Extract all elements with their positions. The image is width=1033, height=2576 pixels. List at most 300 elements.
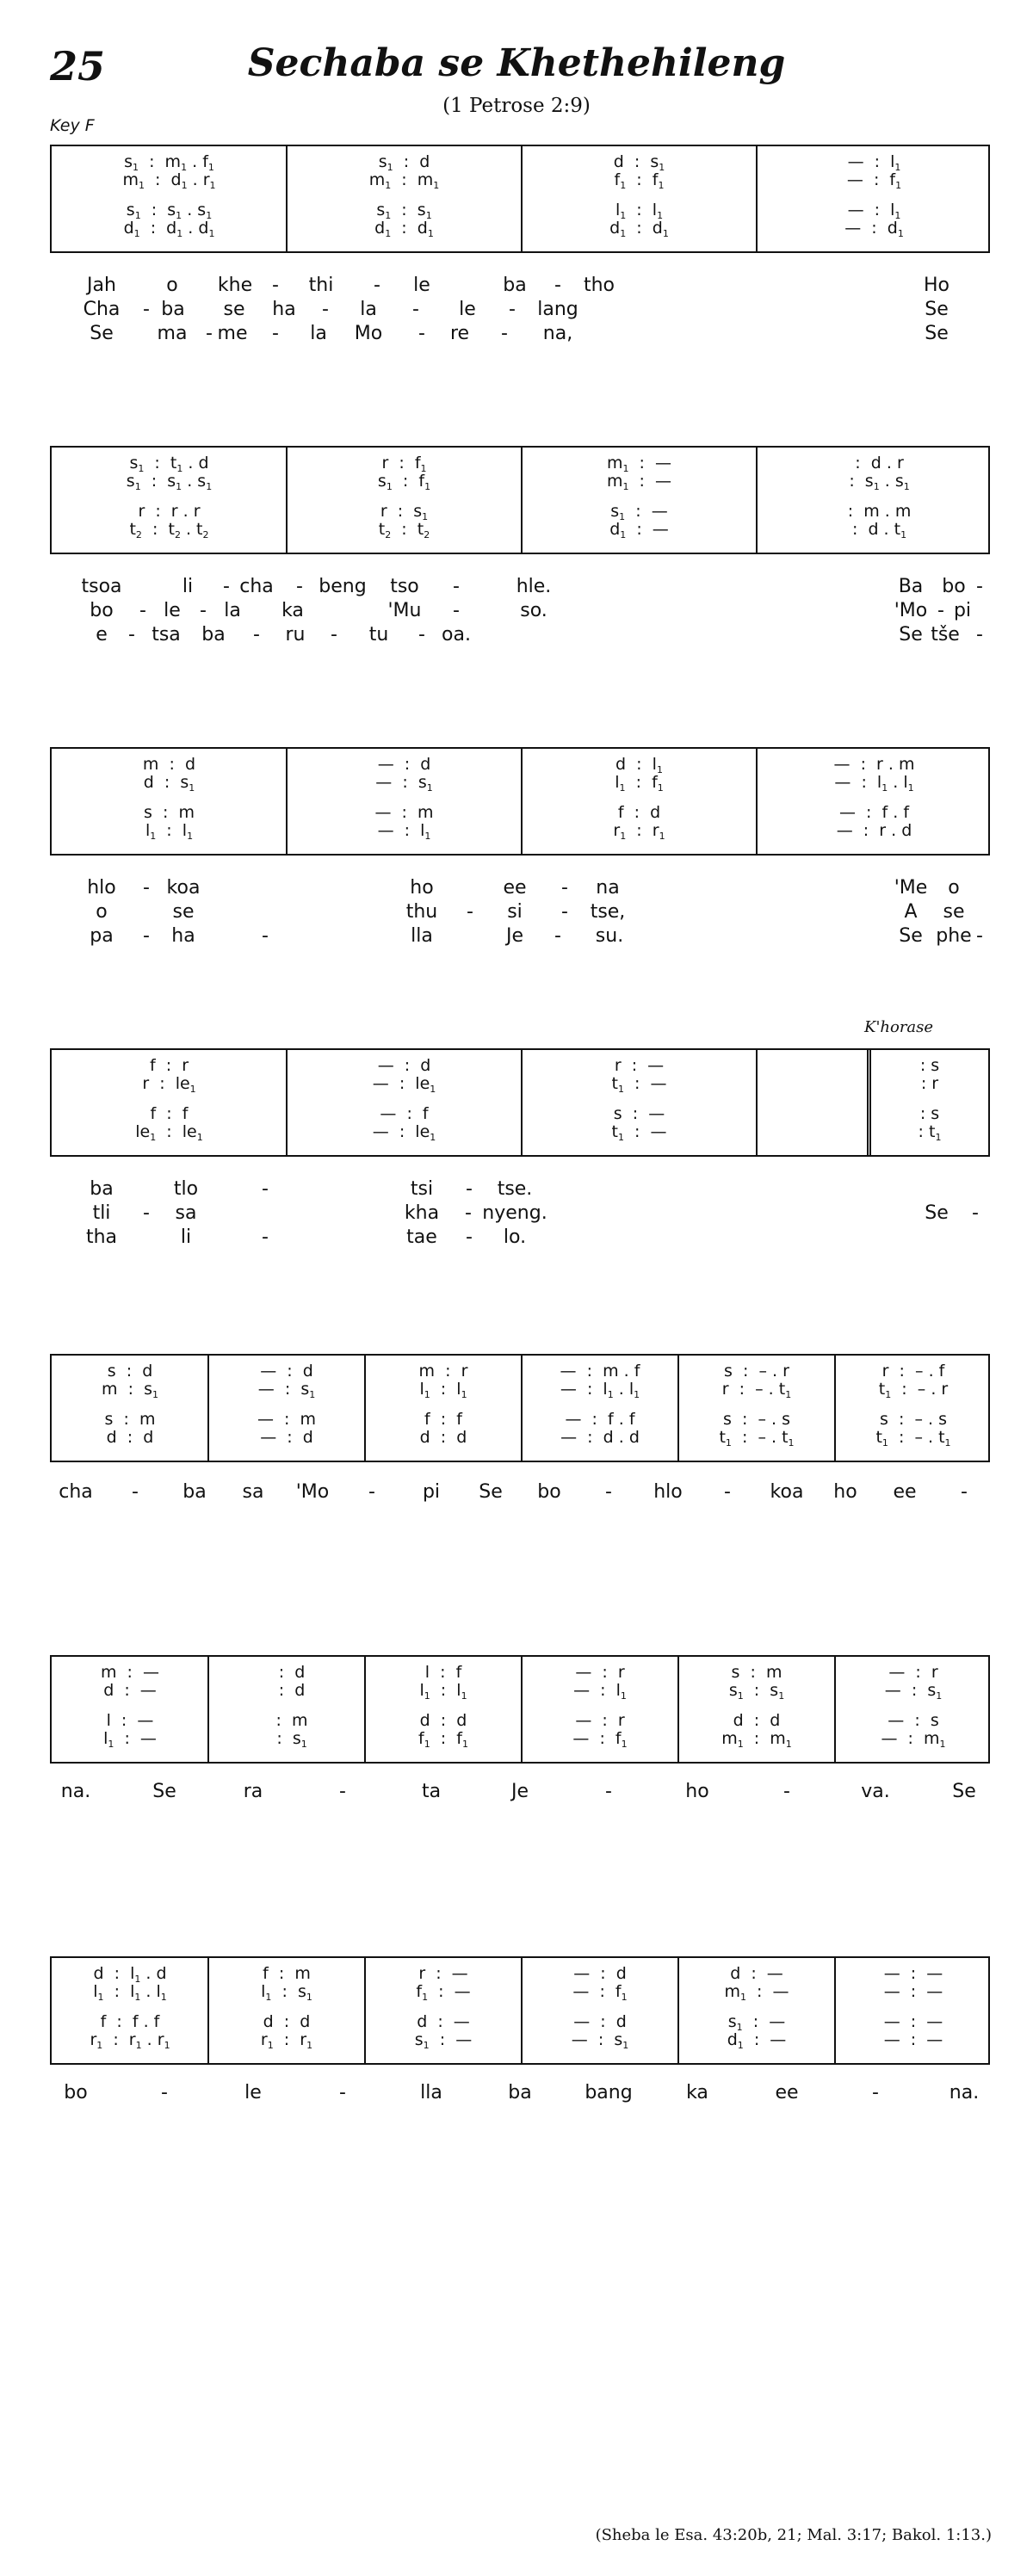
solfa-measure: — : $m_1$ <box>881 1729 946 1750</box>
lyric-line <box>50 623 990 647</box>
solfa-measure: $s_1$ : — <box>414 2030 473 2051</box>
solfa-measure: s : – . r <box>724 1362 789 1381</box>
solfa-measure: — : $f_1$ <box>846 170 902 191</box>
lyric-syllable: - <box>418 323 425 344</box>
lyric-syllable: na <box>596 877 620 899</box>
music-system <box>50 1048 990 1157</box>
solfa-measure: : $t_1$ <box>918 1122 942 1143</box>
footer-references: (Sheba le Esa. 43:20b, 21; Mal. 3:17; Bakol. 1:13.) <box>595 2526 992 2544</box>
solfa-measure: r : — <box>418 1964 468 1983</box>
lyric-syllable: - <box>262 1226 269 1248</box>
lyric-syllable: - <box>783 1781 790 1802</box>
solfa-measure: — : $l_1$ <box>573 1681 627 1702</box>
solfa-measure: s : m <box>104 1410 156 1429</box>
solfa-measure: $s_1$ : $t_1$ . d <box>129 454 209 474</box>
lyric-syllable: le <box>244 2082 262 2103</box>
lyric-syllable: 'Me <box>894 877 928 899</box>
lyric-syllable: bo <box>64 2082 88 2103</box>
lyric-syllable: Cha <box>83 299 121 320</box>
solfa-measure: — : r <box>575 1663 625 1682</box>
lyric-syllable: Se <box>899 624 923 646</box>
lyric-syllable: - <box>554 925 561 947</box>
lyric-syllable: bo <box>942 576 966 597</box>
lyric-syllable: - <box>976 925 983 947</box>
lyric-syllable: tše <box>931 624 960 646</box>
lyric-syllable: thu <box>405 901 438 923</box>
lyric-syllable: - <box>368 1481 375 1503</box>
lyric-syllable: hlo <box>87 877 116 899</box>
lyric-line <box>50 1480 990 1504</box>
lyric-syllable: beng <box>319 576 367 597</box>
solfa-measure: r : — <box>614 1056 665 1075</box>
solfa-measure: d : — <box>730 1964 783 1983</box>
lyric-syllable: ra <box>243 1781 263 1802</box>
lyric-syllable: tli <box>92 1202 111 1224</box>
lyric-syllable: hle. <box>516 576 552 597</box>
lyric-syllable: Se <box>925 323 949 344</box>
lyric-syllable: tae <box>406 1226 437 1248</box>
solfa-measure: : d <box>268 1681 306 1700</box>
lyric-syllable: o <box>96 901 108 923</box>
solfa-measure: $m_1$ : $m_1$ <box>368 170 440 191</box>
solfa-measure: d : $s_1$ <box>613 152 665 173</box>
solfa-measure: $r_1$ : $r_1$ <box>260 2030 313 2051</box>
lyric-syllable: - <box>143 299 150 320</box>
solfa-measure: — : m <box>257 1410 317 1429</box>
solfa-measure: — : f . f <box>565 1410 635 1429</box>
lyric-syllable: ka <box>281 600 304 621</box>
solfa-measure: — : — <box>883 1982 943 2001</box>
lyric-syllable: 'Mu <box>387 600 422 621</box>
lyric-syllable: va. <box>861 1781 890 1802</box>
lyric-syllable: - <box>253 624 260 646</box>
lyric-syllable: koa <box>770 1481 804 1503</box>
lyric-syllable: - <box>272 323 279 344</box>
lyric-syllable: - <box>466 1178 473 1200</box>
lyric-line <box>50 900 990 924</box>
lyric-syllable: nyeng. <box>482 1202 547 1224</box>
solfa-measure: : $s_1$ . $s_1$ <box>838 472 910 492</box>
solfa-measure: $m_1$ : $m_1$ <box>721 1729 792 1750</box>
lyric-syllable: tse. <box>497 1178 533 1200</box>
solfa-measure: d : — <box>417 2012 470 2031</box>
lyric-line <box>50 298 990 322</box>
solfa-measure: $s_1$ : d <box>378 152 430 173</box>
solfa-measure: r : $f_1$ <box>381 454 427 474</box>
solfa-measure: $d_1$ : $d_1$ . $d_1$ <box>123 219 215 239</box>
lyric-syllable: - <box>322 299 329 320</box>
solfa-measure: $l_1$ : $s_1$ <box>261 1982 312 2003</box>
music-system <box>50 145 990 253</box>
solfa-measure: d : $l_1$ . d <box>93 1964 167 1985</box>
solfa-measure: $d_1$ : $d_1$ <box>609 219 669 239</box>
lyric-syllable: - <box>132 1481 139 1503</box>
lyric-syllable: ee <box>503 877 527 899</box>
solfa-measure: $s_1$ : $s_1$ . $s_1$ <box>126 201 213 221</box>
solfa-measure: d : d <box>263 2012 311 2031</box>
solfa-measure: m : — <box>100 1663 160 1682</box>
lyric-syllable: - <box>937 600 944 621</box>
lyric-syllable: le <box>459 299 476 320</box>
lyric-syllable: A <box>904 901 918 923</box>
solfa-measure: $l_1$ : $l_1$ <box>145 821 194 842</box>
solfa-measure: $s_1$ : $s_1$ <box>376 201 432 221</box>
solfa-measure: — : m <box>374 803 434 822</box>
solfa-measure: : s <box>919 1056 940 1075</box>
lyric-syllable: khe <box>217 275 253 296</box>
key-signature: Key F <box>50 116 95 135</box>
lyric-syllable: ba <box>201 624 226 646</box>
lyric-syllable: ho <box>410 877 434 899</box>
solfa-measure: — : $f_1$ <box>572 1982 628 2003</box>
solfa-measure: $m_1$ : — <box>606 454 672 474</box>
lyric-syllable: - <box>272 275 279 296</box>
lyric-syllable: Se <box>479 1481 503 1503</box>
lyric-syllable: tse, <box>590 901 626 923</box>
lyric-syllable: Jah <box>87 275 116 296</box>
lyric-syllable: li <box>182 576 194 597</box>
lyric-syllable: - <box>465 1202 472 1224</box>
solfa-measure: l : — <box>106 1711 154 1730</box>
lyric-syllable: si <box>507 901 523 923</box>
lyric-syllable: na. <box>949 2082 980 2103</box>
lyric-syllable: se <box>223 299 245 320</box>
lyric-syllable: 'Mo <box>295 1481 330 1503</box>
solfa-measure: $d_1$ : $d_1$ <box>374 219 434 239</box>
solfa-measure: $t_1$ : – . $t_1$ <box>875 1428 951 1449</box>
lyric-line <box>50 1226 990 1250</box>
lyric-syllable: - <box>453 576 460 597</box>
lyric-syllable: ee <box>775 2082 799 2103</box>
lyric-syllable: - <box>143 877 150 899</box>
lyric-syllable: oa. <box>442 624 471 646</box>
solfa-measure: $f_1$ : $f_1$ <box>614 170 665 191</box>
solfa-measure: — : d <box>377 1056 431 1075</box>
lyric-syllable: ee <box>893 1481 917 1503</box>
voice-row <box>52 471 988 491</box>
lyric-syllable: tu <box>368 624 389 646</box>
lyric-syllable: Se <box>925 1202 949 1224</box>
solfa-measure: $t_1$ : – . r <box>878 1380 949 1400</box>
lyric-syllable: - <box>976 576 983 597</box>
solfa-measure: — : $d_1$ <box>844 219 904 239</box>
lyric-syllable: bo <box>537 1481 561 1503</box>
voice-row <box>52 820 988 841</box>
music-system <box>50 1655 990 1764</box>
solfa-measure: $f_1$ : $f_1$ <box>418 1729 468 1750</box>
solfa-measure: : r <box>920 1074 939 1093</box>
solfa-measure: $r_1$ : $r_1$ . $r_1$ <box>90 2030 170 2051</box>
lyric-syllable: - <box>128 624 135 646</box>
lyric-syllable: - <box>605 1781 612 1802</box>
solfa-measure: — : $l_1$ <box>377 821 431 842</box>
solfa-measure: — : $f_1$ <box>572 1729 628 1750</box>
solfa-measure: f : f <box>424 1410 462 1429</box>
solfa-measure: — : $l_1$ . $l_1$ <box>560 1380 640 1400</box>
lyric-syllable: tso <box>390 576 419 597</box>
solfa-measure: $d_1$ : — <box>609 520 669 541</box>
lyric-syllable: ba <box>182 1481 207 1503</box>
voice-row <box>52 2029 988 2050</box>
solfa-measure: r : – . $t_1$ <box>721 1380 792 1400</box>
lyric-syllable: la <box>360 299 377 320</box>
lyric-syllable: Je <box>510 1781 529 1802</box>
solfa-measure: — : $l_1$ <box>847 201 901 221</box>
voice-row <box>52 1981 988 2002</box>
voice-row <box>52 1427 988 1448</box>
music-system <box>50 747 990 856</box>
solfa-measure: — : r . m <box>833 755 915 774</box>
lyric-syllable: - <box>561 877 568 899</box>
lyric-line <box>50 1202 990 1226</box>
solfa-measure: — : $s_1$ <box>884 1681 943 1702</box>
solfa-measure: r : $le_1$ <box>142 1074 196 1095</box>
lyric-syllable: 'Mo <box>894 600 928 621</box>
lyric-syllable: bang <box>585 2082 633 2103</box>
lyric-syllable: - <box>961 1481 968 1503</box>
lyric-syllable: na, <box>542 323 573 344</box>
lyric-syllable: ba <box>161 299 185 320</box>
solfa-measure: — : $l_1$ . $l_1$ <box>834 773 914 794</box>
lyric-syllable: - <box>296 576 303 597</box>
lyric-syllable: e <box>96 624 108 646</box>
solfa-measure: $t_2$ : $t_2$ . $t_2$ <box>129 520 209 541</box>
lyric-syllable: - <box>453 600 460 621</box>
lyric-syllable: pi <box>953 600 972 621</box>
voice-row <box>52 170 988 190</box>
solfa-measure: d : d <box>419 1711 467 1730</box>
solfa-measure: — : $s_1$ <box>571 2030 629 2051</box>
lyric-syllable: - <box>605 1481 612 1503</box>
lyric-line <box>50 274 990 298</box>
lyric-syllable: Se <box>952 1781 976 1802</box>
solfa-measure: r : – . f <box>881 1362 945 1381</box>
lyric-syllable: - <box>200 600 207 621</box>
solfa-measure: d : $s_1$ <box>143 773 195 794</box>
lyric-syllable: Se <box>90 323 114 344</box>
solfa-measure: — : $s_1$ <box>375 773 433 794</box>
lyric-syllable: bo <box>90 600 114 621</box>
lyric-syllable: sa <box>175 1202 197 1224</box>
solfa-measure: $s_1$ : $s_1$ <box>728 1681 785 1702</box>
lyric-syllable: lla <box>411 925 433 947</box>
solfa-measure: r : $s_1$ <box>380 502 429 522</box>
lyric-syllable: Se <box>925 299 949 320</box>
lyric-syllable: - <box>554 275 561 296</box>
lyric-syllable: Mo <box>354 323 383 344</box>
solfa-measure: m : $s_1$ <box>102 1380 158 1400</box>
lyric-syllable: tha <box>85 1226 118 1248</box>
lyric-syllable: lla <box>420 2082 442 2103</box>
solfa-measure: — : r <box>888 1663 938 1682</box>
lyric-syllable: li <box>180 1226 192 1248</box>
solfa-measure: r : r . r <box>138 502 201 521</box>
solfa-measure: s : – . s <box>880 1410 947 1429</box>
lyric-syllable: lo. <box>503 1226 527 1248</box>
solfa-measure: $m_1$ : — <box>724 1982 789 2003</box>
scripture-reference: (1 Petrose 2:9) <box>442 95 591 117</box>
solfa-measure: $s_1$ : — <box>727 2012 786 2033</box>
lyric-syllable: me <box>217 323 248 344</box>
voice-row <box>52 1121 988 1142</box>
solfa-measure: m : r <box>418 1362 468 1381</box>
solfa-measure: — : s <box>888 1711 939 1730</box>
lyric-syllable: - <box>561 901 568 923</box>
solfa-measure: $t_1$ : — <box>611 1122 667 1143</box>
lyric-syllable: - <box>418 624 425 646</box>
solfa-measure: : d . $t_1$ <box>841 520 907 541</box>
solfa-measure: $m_1$ : — <box>606 472 672 492</box>
lyric-syllable: ta <box>421 1781 442 1802</box>
solfa-measure: $s_1$ : $f_1$ <box>377 472 431 492</box>
solfa-measure: s : d <box>107 1362 153 1381</box>
voice-row <box>52 772 988 793</box>
lyric-syllable: se <box>172 901 195 923</box>
lyric-syllable: pa <box>90 925 114 947</box>
lyric-syllable: tlo <box>173 1178 199 1200</box>
lyric-syllable: - <box>262 925 269 947</box>
lyric-syllable: - <box>466 1226 473 1248</box>
lyric-syllable: cha <box>239 576 274 597</box>
solfa-measure: d : d <box>419 1428 467 1447</box>
lyric-syllable: - <box>339 2082 346 2103</box>
solfa-measure: m : d <box>142 755 196 774</box>
lyric-syllable: - <box>724 1481 731 1503</box>
lyric-syllable: ma <box>157 323 188 344</box>
solfa-measure: — : — <box>883 1964 943 1983</box>
solfa-measure: — : d <box>573 2012 627 2031</box>
solfa-measure: $l_1$ : $l_1$ . $l_1$ <box>93 1982 167 2003</box>
lyric-syllable: lang <box>537 299 578 320</box>
lyric-syllable: ba <box>90 1178 114 1200</box>
solfa-measure: $l_1$ : $f_1$ <box>615 773 664 794</box>
solfa-measure: — : d <box>260 1428 313 1447</box>
solfa-measure: — : d . d <box>560 1428 640 1447</box>
solfa-measure: s : — <box>613 1104 665 1123</box>
lyric-syllable: - <box>412 299 419 320</box>
lyric-syllable: - <box>143 925 150 947</box>
solfa-measure: $s_1$ : $s_1$ . $s_1$ <box>126 472 213 492</box>
music-system <box>50 1956 990 2065</box>
lyric-syllable: la <box>310 323 327 344</box>
music-system <box>50 446 990 554</box>
solfa-measure: $le_1$ : $le_1$ <box>135 1122 203 1143</box>
lyric-syllable: - <box>467 901 473 923</box>
lyric-syllable: tsa <box>152 624 181 646</box>
solfa-measure: $t_2$ : $t_2$ <box>378 520 430 541</box>
lyric-line <box>50 575 990 599</box>
lyric-syllable: - <box>206 323 213 344</box>
solfa-measure: $l_1$ : $l_1$ <box>419 1380 467 1400</box>
solfa-measure: — : f . f <box>838 803 910 822</box>
solfa-measure: $t_1$ : — <box>611 1074 667 1095</box>
lyric-syllable: ha <box>171 925 195 947</box>
solfa-measure: : m . m <box>837 502 912 521</box>
voice-row <box>52 1073 988 1094</box>
lyric-syllable: ba <box>508 2082 532 2103</box>
lyric-syllable: - <box>262 1178 269 1200</box>
solfa-measure: d : $l_1$ <box>615 755 663 775</box>
lyric-syllable: thi <box>308 275 334 296</box>
solfa-measure: f : d <box>617 803 661 822</box>
lyric-syllable: na. <box>60 1781 91 1802</box>
solfa-measure: $m_1$ : $d_1$ . $r_1$ <box>122 170 216 191</box>
solfa-measure: — : — <box>883 2012 943 2031</box>
lyric-syllable: - <box>972 1202 979 1224</box>
lyric-syllable: o <box>948 877 960 899</box>
lyric-syllable: - <box>976 624 983 646</box>
lyric-syllable: o <box>166 275 178 296</box>
solfa-measure: f : m <box>263 1964 311 1983</box>
solfa-measure: — : d <box>377 755 431 774</box>
lyric-syllable: le <box>164 600 181 621</box>
solfa-measure: $f_1$ : — <box>416 1982 471 2003</box>
solfa-measure <box>757 1073 868 1094</box>
lyric-syllable: - <box>501 323 508 344</box>
solfa-measure: $l_1$ : $l_1$ <box>419 1681 467 1702</box>
lyric-syllable: kha <box>404 1202 440 1224</box>
lyric-syllable: tho <box>583 275 615 296</box>
solfa-measure: $d_1$ : — <box>727 2030 787 2051</box>
solfa-measure: s : m <box>144 803 195 822</box>
solfa-measure: — : — <box>883 2030 943 2049</box>
lyric-syllable: Ba <box>898 576 924 597</box>
solfa-measure: — : $le_1$ <box>372 1122 436 1143</box>
solfa-measure: — : d <box>260 1362 313 1381</box>
lyric-syllable: - <box>509 299 516 320</box>
lyric-syllable: - <box>161 2082 168 2103</box>
lyric-syllable: - <box>872 2082 879 2103</box>
lyric-syllable: le <box>413 275 430 296</box>
lyric-syllable: tsi <box>410 1178 434 1200</box>
solfa-measure: f : f <box>150 1104 189 1123</box>
lyric-line <box>50 322 990 346</box>
lyric-syllable: ba <box>503 275 527 296</box>
solfa-measure: $s_1$ : $m_1$ . $f_1$ <box>124 152 214 173</box>
solfa-measure: $t_1$ : – . $t_1$ <box>719 1428 795 1449</box>
solfa-measure: $l_1$ : — <box>103 1729 157 1750</box>
solfa-measure: : $s_1$ <box>266 1729 307 1750</box>
solfa-measure: — : $le_1$ <box>372 1074 436 1095</box>
lyric-syllable: la <box>224 600 241 621</box>
lyric-syllable: Se <box>899 925 923 947</box>
lyric-syllable: - <box>374 275 380 296</box>
solfa-measure: s : – . s <box>723 1410 790 1429</box>
solfa-measure: f : r <box>149 1056 189 1075</box>
lyric-syllable: ka <box>686 2082 708 2103</box>
lyric-syllable: pi <box>422 1481 441 1503</box>
music-system <box>50 1354 990 1462</box>
lyric-syllable: - <box>331 624 337 646</box>
lyric-line <box>50 924 990 948</box>
lyric-syllable: Se <box>152 1781 176 1802</box>
lyric-line <box>50 599 990 623</box>
lyric-syllable: phe <box>936 925 972 947</box>
voice-row <box>52 519 988 540</box>
voice-row <box>52 1728 988 1749</box>
lyric-syllable: - <box>223 576 230 597</box>
solfa-measure <box>757 1121 868 1142</box>
solfa-measure: s : m <box>731 1663 782 1682</box>
solfa-measure: : d . r <box>844 454 904 473</box>
solfa-measure: — : r <box>575 1711 625 1730</box>
lyric-syllable: su. <box>595 925 624 947</box>
solfa-measure: : m <box>265 1711 308 1730</box>
lyric-line <box>50 2081 990 2105</box>
lyric-syllable: Ho <box>923 275 950 296</box>
solfa-measure: — : $l_1$ <box>847 152 901 173</box>
solfa-measure: l : f <box>424 1663 462 1682</box>
